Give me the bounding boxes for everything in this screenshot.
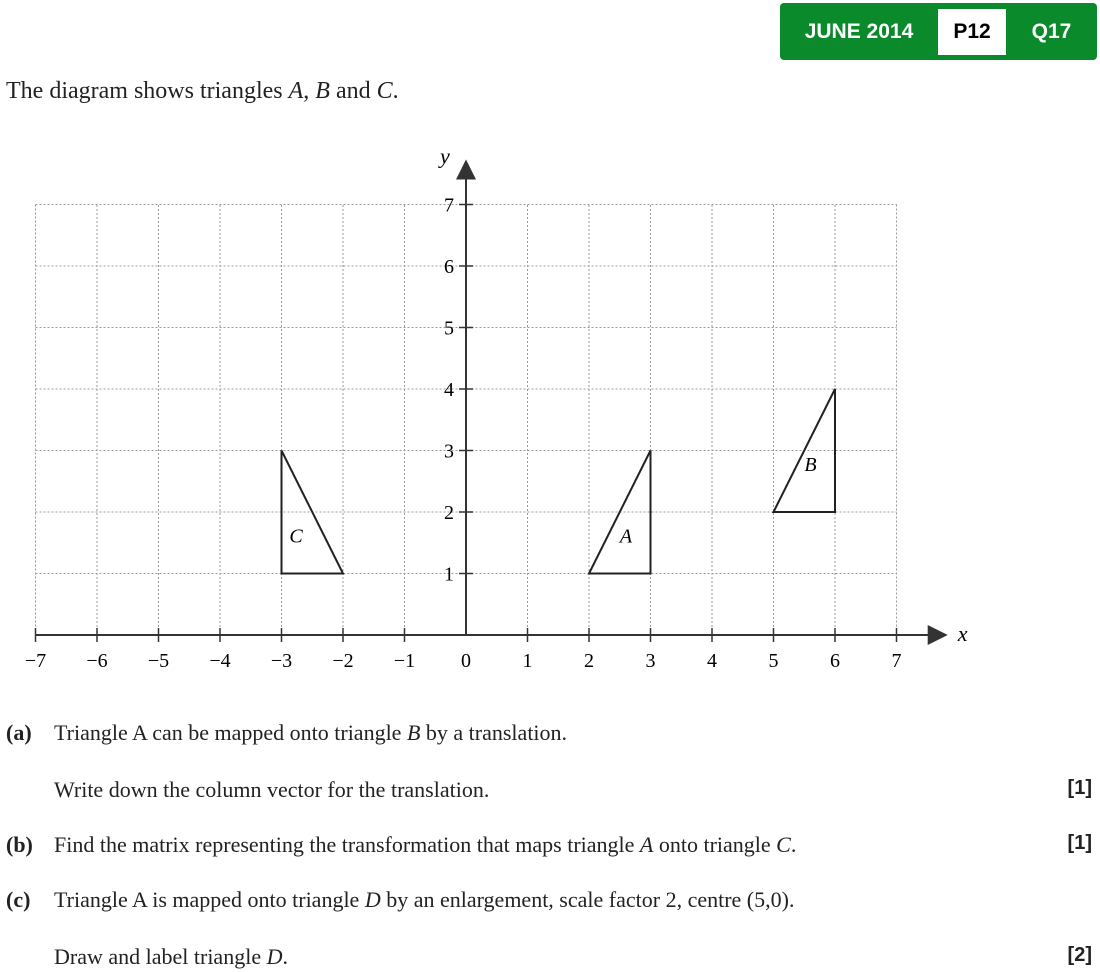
x-tick-label: 6 [830, 650, 840, 670]
question-c-text: Triangle A is mapped onto triangle D by an enlargement, scale factor 2, centre (5,0). [54, 887, 795, 912]
question-a-sub: Write down the column vector for the translation. [54, 777, 490, 802]
question-c-label: (c) [6, 887, 31, 912]
question-c-marks: [2] [1067, 944, 1092, 966]
question-a-marks: [1] [1067, 777, 1092, 799]
y-tick-label: 2 [444, 502, 454, 524]
y-tick-label: 3 [444, 440, 454, 463]
x-tick-label: −6 [86, 650, 108, 670]
question-b-marks: [1] [1067, 832, 1092, 854]
question-a-label: (a) [6, 720, 32, 745]
y-tick-label: 6 [444, 256, 454, 278]
x-tick-label: 7 [891, 650, 902, 670]
question-b [6, 832, 796, 858]
x-tick-label: −3 [270, 650, 293, 670]
question-c [6, 887, 794, 913]
y-tick-label: 7 [444, 194, 454, 217]
question-c-sub: Draw and label triangle D. [54, 944, 288, 969]
x-tick-label: 5 [768, 650, 779, 670]
x-tick-label: −4 [209, 650, 231, 670]
x-tick-label: −1 [393, 650, 416, 670]
question-a [6, 720, 567, 746]
y-tick-label: 5 [444, 317, 454, 340]
paper-number: P12 [938, 9, 1006, 55]
exam-date: JUNE 2014 [804, 20, 914, 43]
triangle-c [282, 451, 344, 574]
x-tick-label: −2 [332, 650, 354, 670]
x-tick-label: 4 [707, 650, 717, 670]
paper-header [780, 3, 1097, 60]
x-tick-label: 3 [645, 650, 656, 670]
y-tick-label: 4 [444, 379, 454, 401]
triangles [282, 389, 836, 574]
x-axis-label: x [957, 621, 968, 646]
x-tick-label: −7 [24, 650, 47, 670]
x-tick-label: 1 [522, 650, 533, 670]
question-number: Q17 [1031, 20, 1072, 43]
triangle-b [774, 389, 836, 512]
x-tick-label: −5 [147, 650, 170, 670]
triangle-c-label: C [289, 525, 303, 548]
triangle-a-label: A [619, 525, 633, 548]
y-axis-label: y [440, 150, 450, 169]
tick-labels [25, 150, 968, 670]
x-tick-label: 0 [461, 650, 471, 670]
x-tick-label: 2 [584, 650, 594, 670]
question-a-text: Triangle A can be mapped onto triangle B by a translation. [54, 720, 568, 745]
question-b-label: (b) [6, 832, 33, 857]
question-b-text: Find the matrix representing the transformation that maps triangle A onto triangle C. [54, 832, 797, 857]
intro-text: The diagram shows triangles A, B and C. [6, 78, 399, 104]
y-tick-label: 1 [444, 563, 454, 586]
coordinate-grid [0, 150, 990, 670]
axes [36, 161, 946, 635]
triangle-b-label: B [804, 454, 817, 476]
